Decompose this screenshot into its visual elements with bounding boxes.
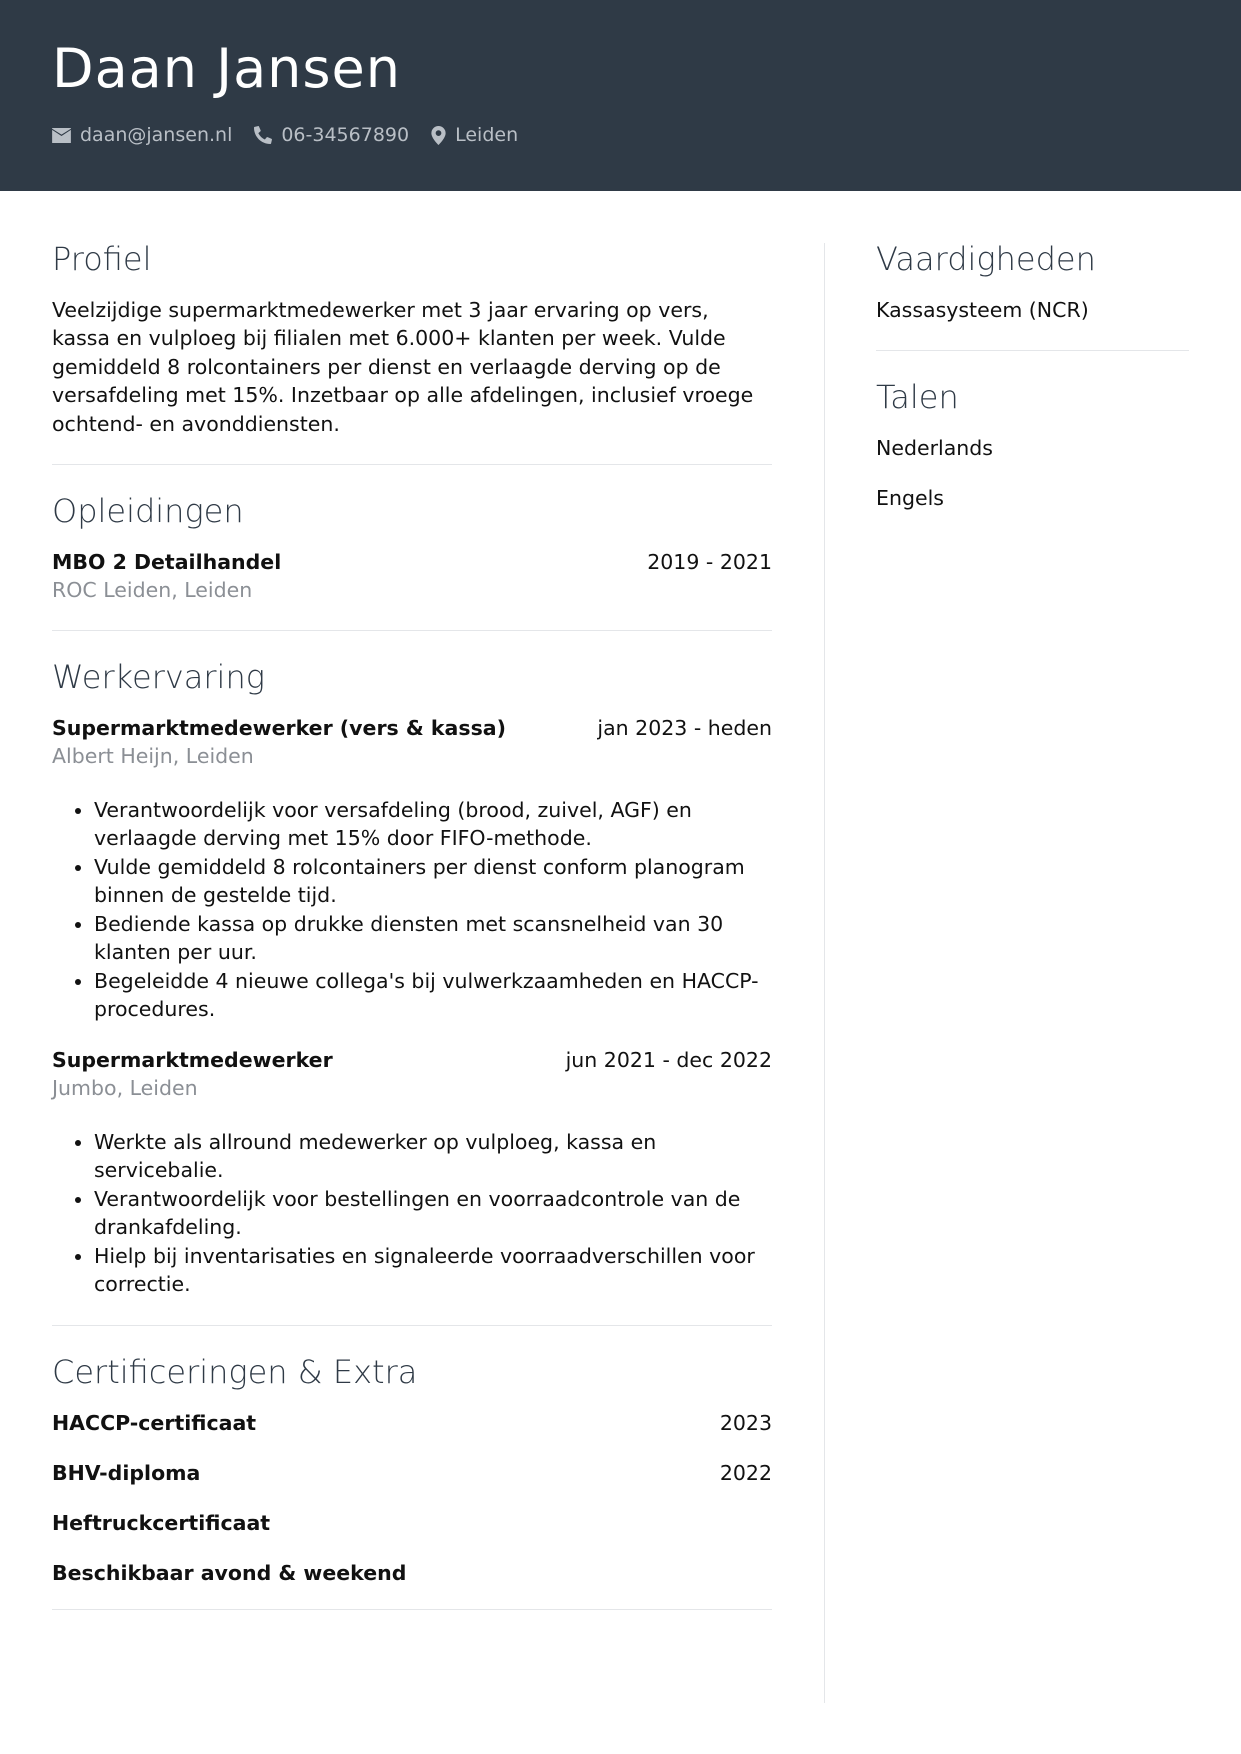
cert-name: BHV-diploma xyxy=(52,1460,201,1485)
column-divider xyxy=(824,243,825,1703)
resume-header xyxy=(0,0,1241,191)
languages-section xyxy=(876,379,1189,512)
language-item: Nederlands xyxy=(876,435,993,460)
contact-bar xyxy=(52,124,1189,146)
contact-phone[interactable] xyxy=(254,124,409,146)
experience-title: Werkervaring xyxy=(52,658,265,697)
degree-name: MBO 2 Detailhandel xyxy=(52,550,282,575)
list-item: • Werkte als allround medewerker op vulploeg, kassa en servicebalie. xyxy=(94,1128,772,1185)
profile-title: Profiel xyxy=(52,240,152,278)
list-item: • Verantwoordelijk voor bestellingen en voorraadcontrole van de drankafdeling. xyxy=(94,1185,772,1242)
cert-item xyxy=(52,1559,772,1587)
job-dates: jan 2023 - heden xyxy=(597,715,772,740)
profile-text: Veelzijdige supermarktmedewerker met 3 jaar ervaring op vers, kassa en vulploeg bij filialen met 6.000+ klanten per week. Vulde gemiddeld 8 rolcontainers per dienst en verlaagde derving op de versafdeling met 15%. Inzetbaar op alle afdelingen, inclusief vroege ochtend- en avonddiensten. xyxy=(52,297,754,436)
location-text: Leiden xyxy=(455,124,519,146)
cert-item xyxy=(52,1459,772,1487)
certifications-section xyxy=(52,1354,772,1587)
school-name: ROC Leiden, Leiden xyxy=(52,578,253,603)
languages-title: Talen xyxy=(876,377,959,416)
resume-body xyxy=(0,191,1241,1754)
education-title: Opleidingen xyxy=(52,492,244,531)
job-company: Albert Heijn, Leiden xyxy=(52,743,254,768)
candidate-name: Daan Jansen xyxy=(52,37,401,100)
list-item: • Hielp bij inventarisaties en signaleerde voorraadverschillen voor correctie. xyxy=(94,1242,772,1299)
contact-email[interactable] xyxy=(52,124,232,146)
phone-icon xyxy=(254,126,272,144)
list-item: • Bediende kassa op drukke diensten met scansnelheid van 30 klanten per uur. xyxy=(94,910,772,967)
sidebar-column xyxy=(876,241,1189,534)
cert-name: Beschikbaar avond & weekend xyxy=(52,1560,407,1585)
map-pin-icon xyxy=(431,126,446,145)
cert-item xyxy=(52,1409,772,1437)
list-item: • Vulde gemiddeld 8 rolcontainers per dienst conform planogram binnen de gestelde tijd. xyxy=(94,853,772,910)
phone-text: 06-34567890 xyxy=(281,124,410,146)
list-item: • Verantwoordelijk voor versafdeling (brood, zuivel, AGF) en verlaagde derving met 15% door FIFO-methode. xyxy=(94,796,772,853)
section-divider xyxy=(52,1325,772,1326)
section-divider xyxy=(52,1609,772,1610)
cert-name: HACCP-certificaat xyxy=(52,1410,257,1435)
experience-section xyxy=(52,659,772,1299)
job-bullets xyxy=(52,1128,772,1299)
main-column xyxy=(52,241,772,1638)
cert-name: Heftruckcertificaat xyxy=(52,1510,271,1535)
cert-year: 2022 xyxy=(719,1460,772,1485)
job-entry xyxy=(52,714,772,1024)
contact-location xyxy=(431,124,518,146)
job-bullets xyxy=(52,796,772,1024)
education-dates: 2019 - 2021 xyxy=(647,550,772,575)
list-item: • Begeleidde 4 nieuwe collega's bij vulwerkzaamheden en HACCP-procedures. xyxy=(94,967,772,1024)
education-entry xyxy=(52,548,772,604)
cert-item xyxy=(52,1509,772,1537)
cert-year: 2023 xyxy=(719,1410,772,1435)
skills-title: Vaardigheden xyxy=(876,240,1096,278)
section-divider xyxy=(876,350,1189,351)
job-dates: jun 2021 - dec 2022 xyxy=(565,1047,772,1072)
education-section xyxy=(52,493,772,604)
job-company: Jumbo, Leiden xyxy=(52,1075,198,1100)
email-text: daan@jansen.nl xyxy=(80,124,233,146)
profile-section xyxy=(52,241,772,438)
job-role: Supermarktmedewerker (vers & kassa) xyxy=(52,715,506,740)
skill-item: Kassasysteem (NCR) xyxy=(876,297,1089,322)
job-role: Supermarktmedewerker xyxy=(52,1047,333,1072)
language-item: Engels xyxy=(876,485,944,510)
section-divider xyxy=(52,630,772,631)
section-divider xyxy=(52,464,772,465)
skills-section xyxy=(876,241,1189,324)
certifications-title: Certificeringen & Extra xyxy=(52,1352,418,1391)
job-entry xyxy=(52,1046,772,1299)
envelope-icon xyxy=(52,128,71,143)
